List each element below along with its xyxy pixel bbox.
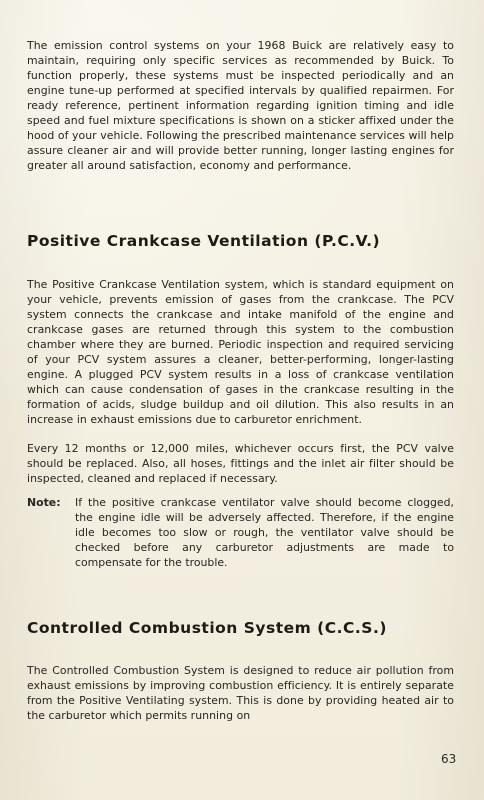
- pcv-paragraph: The Positive Crankcase Ventilation system, which is standard equipment on your vehicle, prevents emission of gases from the crankcase. The PCV system connects the crankcase and intake manifold of the engine and crankcase gases are returned through this system to the combustion chamber where they are burned. Periodic inspection and required servicing of your PCV system assures a cleaner, better-performing, longer-lasting engine. A plugged PCV system results in a loss of crankcase ventilation which can cause condensation of gases in the crankcase resulting in the formation of acids, sludge buildup and oil dilution. This also results in an increase in exhaust emissions due to carburetor enrichment.: [27, 278, 454, 426]
- ccs-heading: Controlled Combustion System (C.C.S.): [27, 619, 387, 637]
- pcv-heading: Positive Crankcase Ventilation (P.C.V.): [27, 232, 381, 250]
- intro-paragraph: The emission control systems on your 1968 Buick are relatively easy to maintain, requiring only specific services as recommended by Buick. To function properly, these systems must be inspected periodically and an engine tune-up performed at specified intervals by qualified repairmen. For ready reference, pertinent information regarding ignition timing and idle speed and fuel mixture specifications is shown on a sticker affixed under the hood of your vehicle. Following the prescribed maintenance services will help assure cleaner air and will provide better running, longer lasting engines for greater all around satisfaction, economy and performance.: [27, 39, 454, 172]
- note-label: Note:: [27, 496, 61, 509]
- page-number: 63: [441, 752, 457, 766]
- note-text: If the positive crankcase ventilator valve should become clogged, the engine idle will be adversely affected. Therefore, if the engine idle becomes too slow or rough, the ventilator valve should be checked before any carburetor adjustments are made to compensate for the trouble.: [75, 496, 454, 569]
- pcv-replacement-paragraph: Every 12 months or 12,000 miles, whichever occurs first, the PCV valve should be replaced. Also, all hoses, fittings and the inlet air filter should be inspected, cleaned and replaced if necessary.: [27, 442, 454, 485]
- ccs-paragraph: The Controlled Combustion System is designed to reduce air pollution from exhaust emissions by improving combustion efficiency. It is entirely separate from the Positive Ventilating system. This is done by providing heated air to the carburetor which permits running on: [27, 664, 454, 722]
